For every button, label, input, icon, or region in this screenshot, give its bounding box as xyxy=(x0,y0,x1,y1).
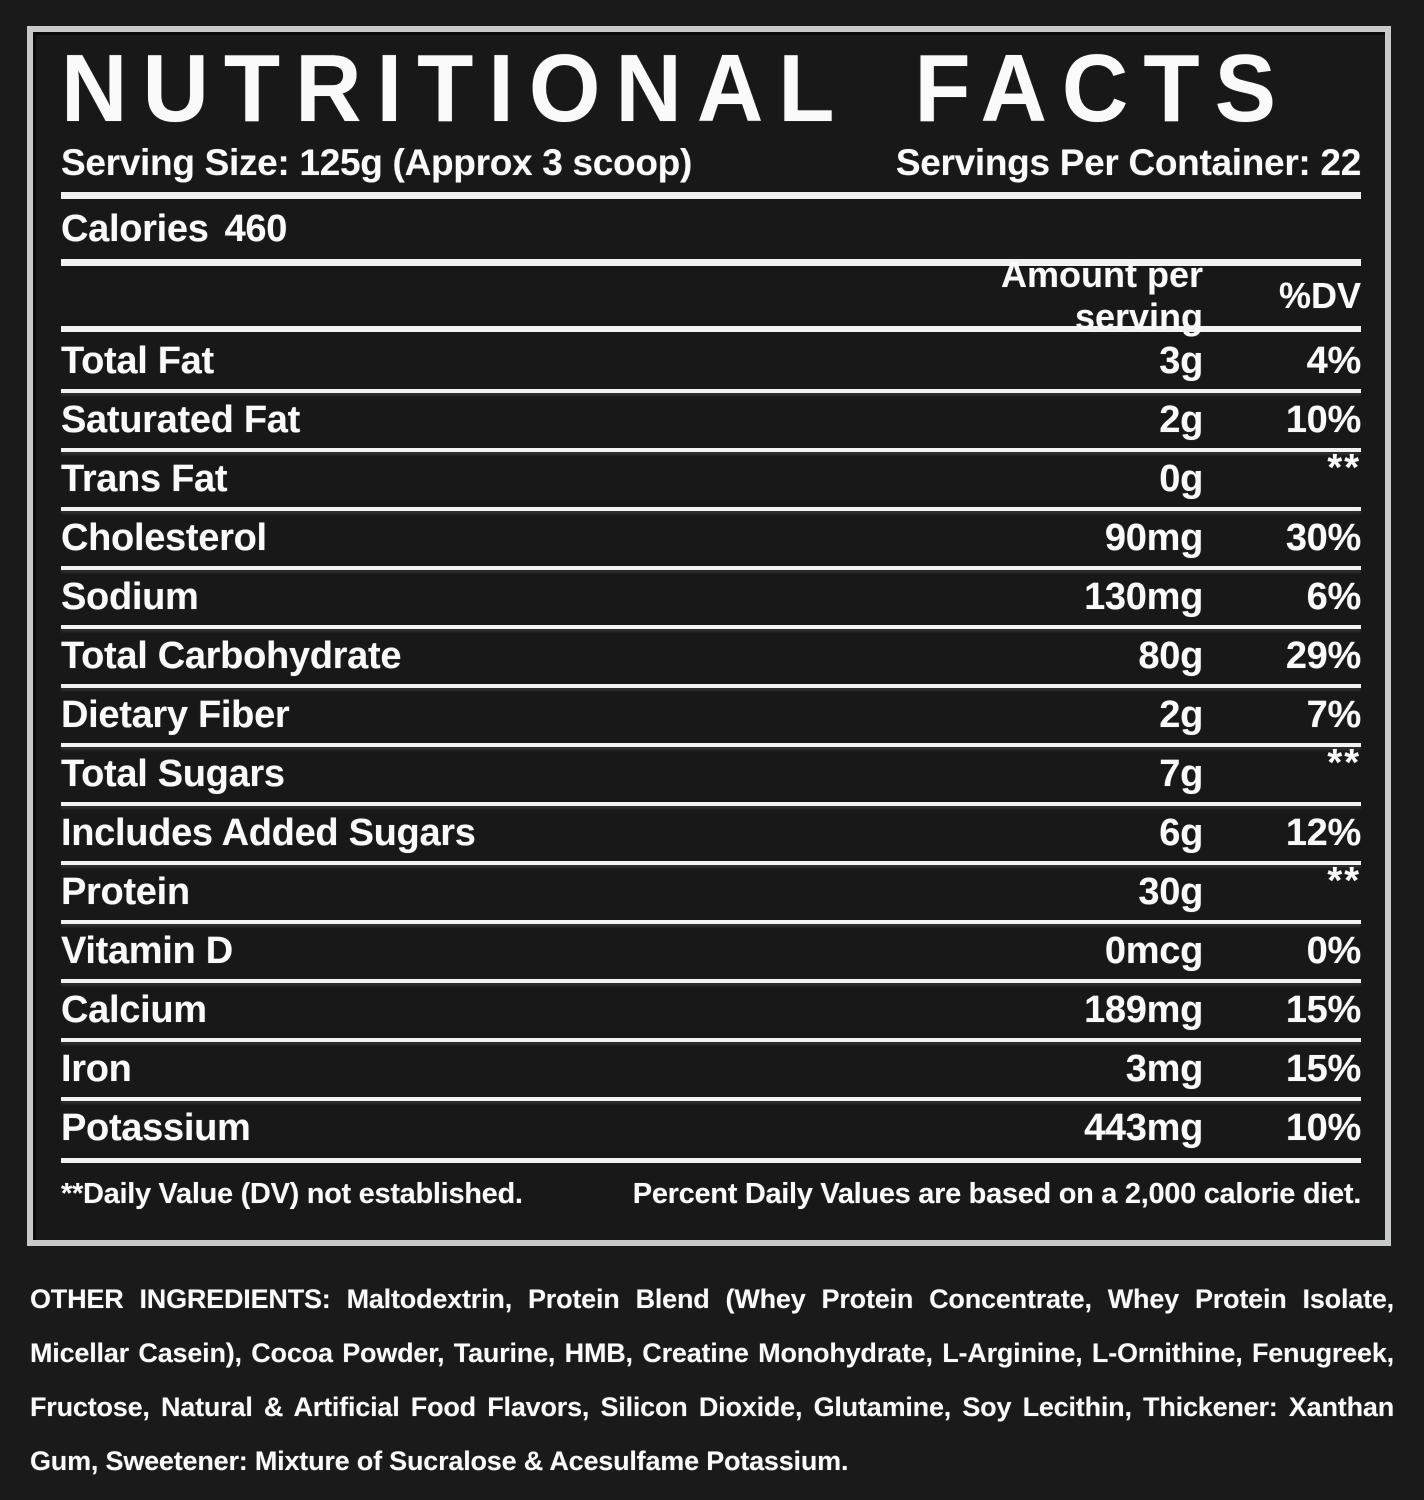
nutrient-name: Calcium xyxy=(61,989,207,1031)
nutrient-amount: 3mg xyxy=(1125,1048,1203,1090)
nutrient-dv: 30% xyxy=(1285,517,1361,559)
table-row xyxy=(61,742,1361,802)
table-row xyxy=(61,393,1361,448)
nutrient-amount: 0g xyxy=(1159,458,1203,500)
panel-title: NUTRITIONAL FACTS xyxy=(61,35,1291,142)
nutrient-name: Dietary Fiber xyxy=(61,694,290,736)
nutrient-name: Trans Fat xyxy=(61,458,228,500)
nutrient-amount: 2g xyxy=(1159,399,1203,441)
nutrient-amount: 3g xyxy=(1159,340,1203,382)
table-row xyxy=(61,511,1361,566)
facts-panel xyxy=(27,26,1391,1246)
other-ingredients-text: Maltodextrin, Protein Blend (Whey Protein Concentrate, Whey Protein Isolate, Micellar Casein), Cocoa Powder, Taurine, HMB, Creatine Monohydrate, L-Arginine, L-Ornithine, Fenugreek, Fructose, Natural & Artificial Food Flavors, Silicon Dioxide, Glutamine, Soy Lecithin, Thickener: Xanthan Gum, Sweetener: Mixture of Sucralose & Acesulfame Potassium. xyxy=(30,1284,1394,1476)
nutrient-amount: 0mcg xyxy=(1104,930,1203,972)
nutrient-name: Vitamin D xyxy=(61,930,233,972)
nutrient-amount: 189mg xyxy=(1084,989,1203,1031)
nutrient-name: Iron xyxy=(61,1048,132,1090)
table-row xyxy=(61,983,1361,1038)
nutrient-name: Saturated Fat xyxy=(61,399,300,441)
nutrient-name: Total Carbohydrate xyxy=(61,635,402,677)
nutrient-dv: ** xyxy=(1327,860,1361,902)
separator xyxy=(61,192,1361,199)
calories-value: 460 xyxy=(224,207,288,250)
table-row xyxy=(61,570,1361,625)
table-row xyxy=(61,1042,1361,1097)
nutrient-dv: 10% xyxy=(1285,1107,1361,1149)
nutrient-amount: 443mg xyxy=(1084,1107,1203,1149)
nutrient-amount: 6g xyxy=(1159,812,1203,854)
separator xyxy=(61,1158,1361,1163)
nutrient-amount: 130mg xyxy=(1084,576,1203,618)
table-row xyxy=(61,334,1361,389)
nutrient-dv: 29% xyxy=(1285,635,1361,677)
servings-per-container: Servings Per Container: 22 xyxy=(895,142,1361,183)
footnote-dv-not-established: **Daily Value (DV) not established. xyxy=(61,1177,523,1210)
column-header-dv: %DV xyxy=(1278,275,1361,316)
nutrient-name: Total Fat xyxy=(61,340,214,382)
nutrient-dv: 4% xyxy=(1306,340,1361,382)
nutrient-dv: 12% xyxy=(1285,812,1361,854)
nutrient-dv: 15% xyxy=(1285,1048,1361,1090)
nutrient-name: Includes Added Sugars xyxy=(61,812,476,854)
nutrient-amount: 7g xyxy=(1159,753,1203,795)
serving-row xyxy=(61,136,1361,190)
other-ingredients-lead: OTHER INGREDIENTS: xyxy=(30,1284,331,1314)
nutrient-dv: ** xyxy=(1327,447,1361,489)
footnote-daily-values: Percent Daily Values are based on a 2,000 calorie diet. xyxy=(632,1177,1361,1210)
nutrient-name: Cholesterol xyxy=(61,517,267,559)
nutrient-name: Protein xyxy=(61,871,190,913)
calories-label: Calories xyxy=(61,207,209,250)
nutrient-dv: ** xyxy=(1327,742,1361,784)
nutrient-dv: 7% xyxy=(1306,694,1361,736)
nutrient-dv: 10% xyxy=(1285,399,1361,441)
nutrient-amount: 90mg xyxy=(1104,517,1203,559)
nutrient-dv: 6% xyxy=(1306,576,1361,618)
nutrient-name: Potassium xyxy=(61,1107,251,1149)
table-row xyxy=(61,924,1361,979)
nutrient-amount: 80g xyxy=(1138,635,1203,677)
nutrient-name: Sodium xyxy=(61,576,199,618)
nutrient-amount: 30g xyxy=(1138,871,1203,913)
table-row xyxy=(61,629,1361,684)
nutrient-dv: 0% xyxy=(1306,930,1361,972)
serving-size: Serving Size: 125g (Approx 3 scoop) xyxy=(61,142,692,183)
footnote-row xyxy=(61,1165,1361,1223)
column-header-amount: Amount per serving xyxy=(1001,254,1203,337)
calories-row xyxy=(61,201,1361,257)
other-ingredients-paragraph xyxy=(30,1272,1394,1488)
nutrient-name: Total Sugars xyxy=(61,753,285,795)
nutrient-amount: 2g xyxy=(1159,694,1203,736)
table-row xyxy=(61,688,1361,743)
column-header-row xyxy=(61,254,1361,337)
table-row xyxy=(61,806,1361,861)
table-row xyxy=(61,447,1361,507)
table-row xyxy=(61,860,1361,920)
table-row xyxy=(61,1101,1361,1156)
nutrient-dv: 15% xyxy=(1285,989,1361,1031)
